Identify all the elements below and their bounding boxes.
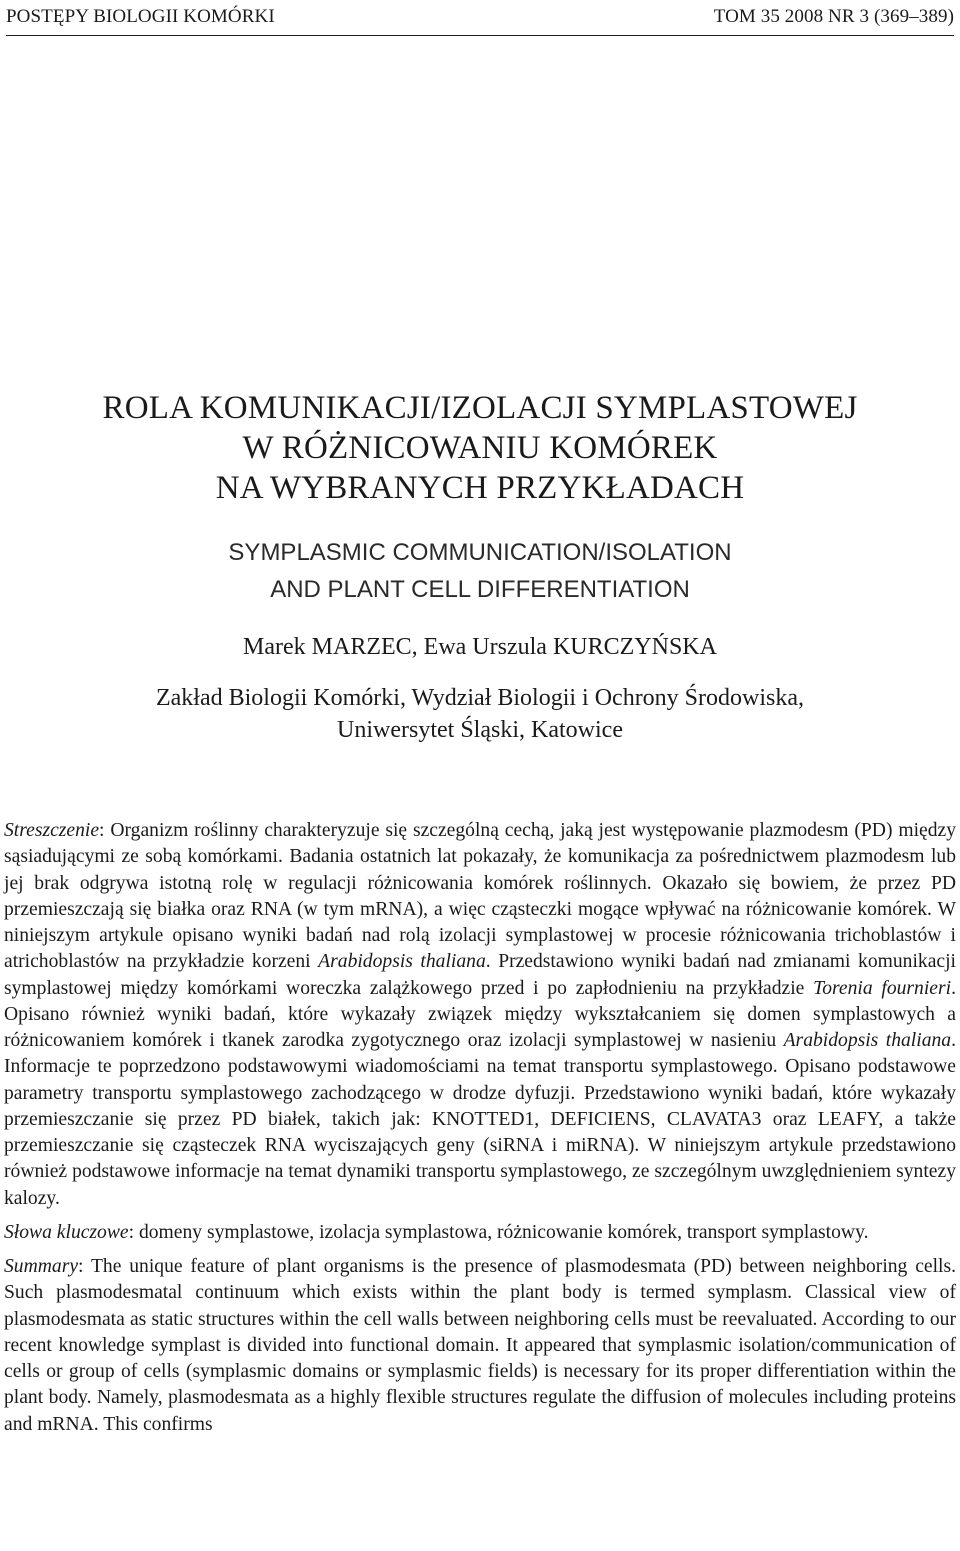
abstract-text-2: . Przedstawiono wyniki badań nad zmianami komunikacji symplastowej między komórkami woreczka zalążkowego przed i po zapłodnieniu na przykładzie (4, 951, 956, 999)
title-pl-line-3: NA WYBRANYCH PRZYKŁADACH (215, 470, 745, 506)
title-pl-line-1: ROLA KOMUNIKACJI/IZOLACJI SYMPLASTOWEJ (102, 390, 858, 426)
abstract-text-3: . Opisano również wyniki badań, które wykazały związek między wykształcaniem się domen symplastowych a różnicowaniem komórek i tkanek zarodka zygotycznego oraz izolacji symplastowej w nasieniu (4, 977, 956, 1051)
title-en-line-1: SYMPLASMIC COMMUNICATION/ISOLATION (228, 539, 732, 566)
title-english (0, 534, 960, 608)
keywords-label: Słowa kluczowe (4, 1221, 129, 1243)
summary-text: : The unique feature of plant organisms is the presence of plasmodesmata (PD) between neighboring cells. Such plasmodesmatal continuum which exists within the plant body is termed symplasm. Classical view of plasmodesmata as static structures within the cell walls between neighboring cells must be reevaluated. According to our recent knowledge symplast is divided into functional domain. It appeared that symplasmic isolation/communication of cells or group of cells (symplasmic domains or symplasmic fields) is necessary for its proper differentiation within the plant body. Namely, plasmodesmata as a highly flexible structures regulate the diffusion of molecules including proteins and mRNA. This confirms (4, 1256, 956, 1435)
species-name-1: Arabidopsis thaliana (318, 951, 486, 973)
journal-name: POSTĘPY BIOLOGII KOMÓRKI (6, 6, 275, 27)
abstract-text-4: . Informacje te poprzedzono podstawowymi wiadomościami na temat transportu symplastowego. Opisano podstawowe parametry transportu symplastowego zachodzącego w drodze dyfuzji. Przedstawiono wyniki badań, które wykazały przemieszczanie się przez PD białek, takich jak: KNOTTED1, DEFICIENS, CLAVATA3 oraz LEAFY, a także przemieszczanie się cząsteczek RNA wyciszających geny (siRNA i miRNA). W niniejszym artykule przedstawiono również podstawowe informacje na temat dynamiki transportu symplastowego, ze szczególnym uwzględnieniem syntezy kalozy. (4, 1030, 956, 1209)
header-rule (6, 35, 954, 36)
summary-english (4, 1254, 956, 1438)
keywords-text: : domeny symplastowe, izolacja symplastowa, różnicowanie komórek, transport symplastowy. (128, 1221, 869, 1243)
species-name-3: Arabidopsis thaliana (783, 1030, 952, 1051)
abstract-section (4, 818, 956, 1438)
abstract-text-1: : Organizm roślinny charakteryzuje się szczególną cechą, jaką jest występowanie plazmodesm (PD) między sąsiadującymi ze sobą komórkami. Badania ostatnich lat pokazały, że komunikacja za pośrednictwem plazmodesm lub jej brak odgrywa istotną rolę w regulacji różnicowania komórek roślinnych. Okazało się bowiem, że przez PD przemieszczają się białka oraz RNA (w tym mRNA), a więc cząsteczki mogące wpływać na różnicowanie komórek. W niniejszym artykule opisano wyniki badań nad rolą izolacji symplastowej w procesie różnicowania trichoblastów i atrichoblastów na przykładzie korzeni (4, 820, 956, 973)
abstract-polish (4, 818, 956, 1212)
affiliation-line-2: Uniwersytet Śląski, Katowice (337, 717, 623, 743)
title-en-line-2: AND PLANT CELL DIFFERENTIATION (270, 576, 690, 603)
running-head (6, 6, 954, 28)
authors: Marek MARZEC, Ewa Urszula KURCZYŃSKA (243, 634, 717, 660)
summary-label: Summary (4, 1256, 79, 1277)
issue-info: TOM 35 2008 NR 3 (369–389) (713, 6, 954, 27)
title-pl-line-2: W RÓŻNICOWANIU KOMÓREK (242, 430, 718, 466)
abstract-label: Streszczenie (4, 820, 100, 841)
affiliation (0, 682, 960, 746)
keywords-polish (4, 1220, 956, 1246)
species-name-2: Torenia fournieri (813, 977, 952, 999)
affiliation-line-1: Zakład Biologii Komórki, Wydział Biologii i Ochrony Środowiska, (155, 685, 805, 711)
title-polish (0, 388, 960, 508)
title-block (0, 388, 960, 746)
